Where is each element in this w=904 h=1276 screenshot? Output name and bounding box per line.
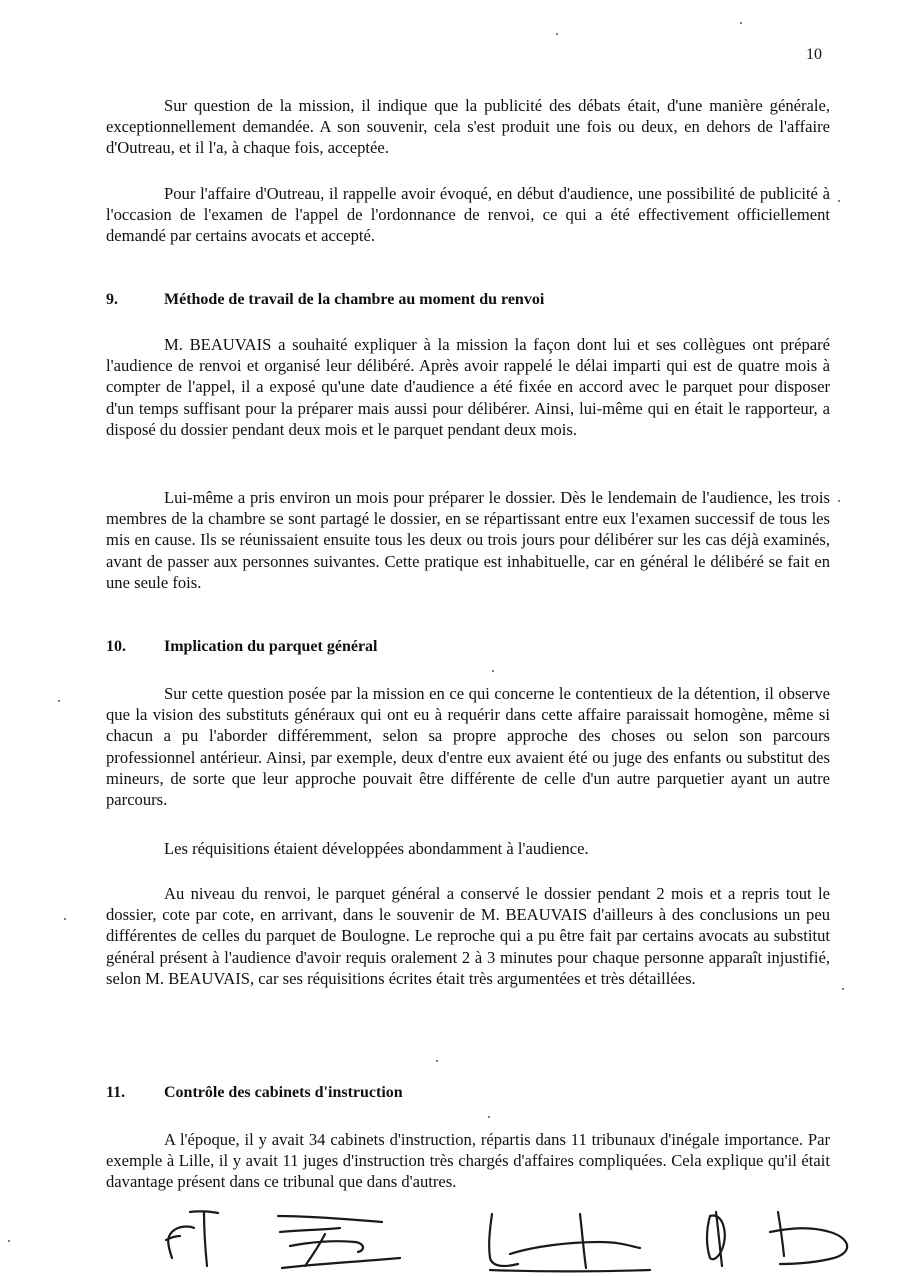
- scan-speck: [64, 918, 66, 920]
- section-9-paragraph-1: M. BEAUVAIS a souhaité expliquer à la mission la façon dont lui et ses collègues ont préparé l'audience de renvoi et organisé leur délibéré. Après avoir rappelé le délai imparti qui est de quatre mois à compter de l'appel, il a exposé qu'une date d'audience a été fixée en accord avec le parquet pour disposer d'un temps suffisant pour la préparer mais aussi pour délibérer. Ainsi, lui-même qui en était le rapporteur, a disposé du dossier pendant deux mois et le parquet pendant deux mois.: [106, 335, 830, 439]
- section-9-paragraph-2: Lui-même a pris environ un mois pour préparer le dossier. Dès le lendemain de l'audience, les trois membres de la chambre se sont partagé le dossier, en se répartissant entre eux l'examen successif de tous les mis en cause. Ils se réunissaient ensuite tous les deux ou trois jours pour délibérer sur les cas déjà examinés, avant de passer aux personnes suivantes. Cette pratique est inhabituelle, car en général le délibéré se fait en une seule fois.: [106, 488, 830, 592]
- scan-speck: [838, 200, 840, 202]
- section-number: 11.: [106, 1084, 126, 1101]
- initial-1: [166, 1211, 218, 1266]
- section-10-paragraph-2: Les réquisitions étaient développées abondamment à l'audience.: [164, 839, 589, 858]
- section-10-heading: [106, 638, 378, 656]
- initial-3: [489, 1214, 650, 1272]
- scan-speck: [58, 700, 60, 702]
- section-number: 10.: [106, 638, 126, 655]
- scan-speck: [436, 1060, 438, 1062]
- scan-speck: [740, 22, 742, 24]
- section-11-paragraph-1: A l'époque, il y avait 34 cabinets d'instruction, répartis dans 11 tribunaux d'inégale importance. Par exemple à Lille, il y avait 11 juges d'instruction très chargés d'affaires compliquées. Cela explique qu'il était davantage présent dans ce tribunal que dans d'autres.: [106, 1130, 830, 1192]
- intro-paragraph-1: Sur question de la mission, il indique que la publicité des débats était, d'une manière générale, exceptionnellement demandée. A son souvenir, cela s'est produit une fois ou deux, en dehors de l'affaire d'Outreau, et il l'a, à chaque fois, acceptée.: [106, 96, 830, 158]
- section-number: 9.: [106, 291, 118, 308]
- scan-speck: [838, 500, 840, 502]
- initial-2: [278, 1216, 400, 1268]
- section-title: Implication du parquet général: [164, 638, 378, 655]
- scan-speck: [556, 33, 558, 35]
- section-9-heading: [106, 291, 544, 309]
- initial-4: [707, 1212, 725, 1266]
- section-title: Méthode de travail de la chambre au moment du renvoi: [164, 291, 545, 308]
- initials-signatures: [150, 1206, 870, 1276]
- section-title: Contrôle des cabinets d'instruction: [164, 1084, 403, 1101]
- intro-paragraph-2: Pour l'affaire d'Outreau, il rappelle avoir évoqué, en début d'audience, une possibilité de publicité à l'occasion de l'examen de l'appel de l'ordonnance de renvoi, ce qui a été effectivement officiellement demandé par certains avocats et accepté.: [106, 184, 830, 246]
- scan-speck: [492, 670, 494, 672]
- scan-speck: [8, 1240, 10, 1242]
- page-number: 10: [806, 46, 822, 63]
- scan-speck: [842, 988, 844, 990]
- scan-speck: [488, 1116, 490, 1118]
- section-10-paragraph-3: Au niveau du renvoi, le parquet général a conservé le dossier pendant 2 mois et a repris tout le dossier, cote par cote, en arrivant, dans le souvenir de M. BEAUVAIS d'ailleurs à des conclusions un peu différentes de celles du parquet de Boulogne. Le reproche qui a pu être fait par certains avocats au substitut général présent à l'audience d'avoir requis oralement 2 à 3 minutes pour chaque personne apparaît injustifié, selon M. BEAUVAIS, car ses réquisitions écrites était très argumentées et très détaillées.: [106, 884, 830, 988]
- section-11-heading: [106, 1084, 403, 1102]
- initial-5: [770, 1212, 847, 1264]
- section-10-paragraph-1: Sur cette question posée par la mission en ce qui concerne le contentieux de la détention, il observe que la vision des substituts généraux qui ont eu à requérir dans cette affaire paraissait homogène, même si chacun a pu l'aborder différemment, selon sa propre approche des choses ou selon son parcours professionnel antérieur. Ainsi, par exemple, deux d'entre eux avaient été ou juge des enfants ou substitut des mineurs, de sorte que leur approche pouvait être différente de celle d'un autre parquetier ayant un autre parcours.: [106, 684, 830, 810]
